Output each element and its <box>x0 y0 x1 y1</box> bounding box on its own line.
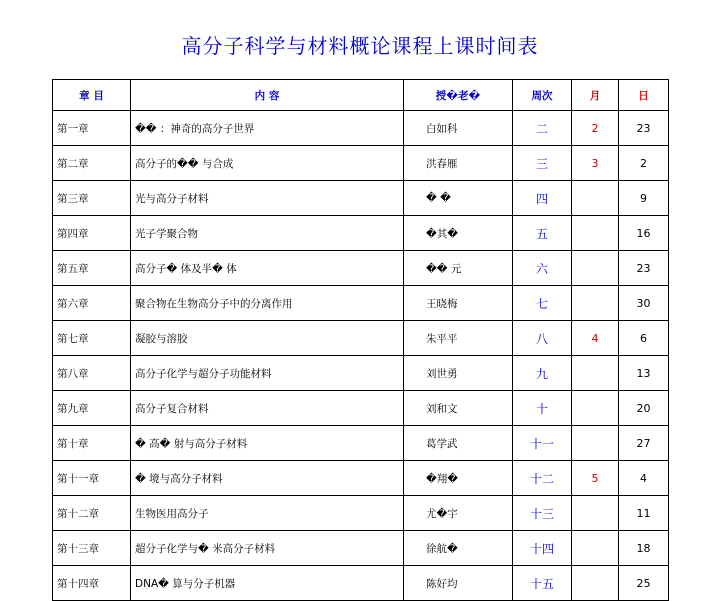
cell-day: 23 <box>619 111 669 146</box>
header-row <box>53 80 669 111</box>
schedule-table <box>52 79 669 601</box>
cell-chapter: 第十一章 <box>53 461 131 496</box>
cell-day: 25 <box>619 566 669 601</box>
cell-day: 2 <box>619 146 669 181</box>
cell-content: � 高� 射与高分子材料 <box>131 426 404 461</box>
cell-chapter: 第六章 <box>53 286 131 321</box>
cell-teacher: 葛学武 <box>404 426 513 461</box>
table-row <box>53 216 669 251</box>
cell-day: 18 <box>619 531 669 566</box>
cell-chapter: 第一章 <box>53 111 131 146</box>
cell-month <box>572 216 619 251</box>
cell-content: 凝胶与溶胶 <box>131 321 404 356</box>
cell-day: 30 <box>619 286 669 321</box>
cell-chapter: 第七章 <box>53 321 131 356</box>
cell-month: 4 <box>572 321 619 356</box>
cell-teacher: 陈好均 <box>404 566 513 601</box>
cell-teacher: 白如科 <box>404 111 513 146</box>
cell-week: 五 <box>513 216 572 251</box>
cell-week: 六 <box>513 251 572 286</box>
cell-teacher: �翔� <box>404 461 513 496</box>
cell-content: � 境与高分子材料 <box>131 461 404 496</box>
cell-month: 3 <box>572 146 619 181</box>
cell-day: 27 <box>619 426 669 461</box>
cell-chapter: 第五章 <box>53 251 131 286</box>
cell-chapter: 第八章 <box>53 356 131 391</box>
cell-day: 6 <box>619 321 669 356</box>
cell-content: 高分子化学与超分子功能材料 <box>131 356 404 391</box>
cell-month <box>572 566 619 601</box>
cell-content: 高分子的�� 与合成 <box>131 146 404 181</box>
cell-teacher: 刘世勇 <box>404 356 513 391</box>
table-row <box>53 321 669 356</box>
cell-chapter: 第十四章 <box>53 566 131 601</box>
cell-month: 2 <box>572 111 619 146</box>
cell-week: 十四 <box>513 531 572 566</box>
cell-week: 四 <box>513 181 572 216</box>
cell-teacher: 尤�宇 <box>404 496 513 531</box>
cell-day: 11 <box>619 496 669 531</box>
table-row <box>53 251 669 286</box>
cell-content: 光子学聚合物 <box>131 216 404 251</box>
cell-teacher: �其� <box>404 216 513 251</box>
header-day: 日 <box>619 80 669 111</box>
cell-content: 光与高分子材料 <box>131 181 404 216</box>
cell-content: 生物医用高分子 <box>131 496 404 531</box>
table-row <box>53 461 669 496</box>
cell-content: 高分子� 体及半� 体 <box>131 251 404 286</box>
cell-week: 二 <box>513 111 572 146</box>
table-row <box>53 566 669 601</box>
cell-teacher: 王晓梅 <box>404 286 513 321</box>
cell-week: 七 <box>513 286 572 321</box>
table-row <box>53 426 669 461</box>
header-teacher: 授�老� <box>404 80 513 111</box>
table-row <box>53 531 669 566</box>
table-row <box>53 111 669 146</box>
cell-month <box>572 496 619 531</box>
cell-day: 4 <box>619 461 669 496</box>
cell-week: 十一 <box>513 426 572 461</box>
cell-chapter: 第三章 <box>53 181 131 216</box>
cell-day: 20 <box>619 391 669 426</box>
cell-teacher: 洪春雁 <box>404 146 513 181</box>
cell-month <box>572 391 619 426</box>
table-row <box>53 146 669 181</box>
cell-day: 23 <box>619 251 669 286</box>
cell-chapter: 第十章 <box>53 426 131 461</box>
cell-day: 13 <box>619 356 669 391</box>
cell-teacher: �� 元 <box>404 251 513 286</box>
cell-chapter: 第十二章 <box>53 496 131 531</box>
table-row <box>53 496 669 531</box>
cell-month: 5 <box>572 461 619 496</box>
cell-week: 十二 <box>513 461 572 496</box>
cell-content: �� ：神奇的高分子世界 <box>131 111 404 146</box>
table-row <box>53 356 669 391</box>
table-row <box>53 391 669 426</box>
cell-chapter: 第十三章 <box>53 531 131 566</box>
cell-content: 超分子化学与� 米高分子材料 <box>131 531 404 566</box>
cell-chapter: 第二章 <box>53 146 131 181</box>
header-chapter: 章 目 <box>53 80 131 111</box>
cell-month <box>572 356 619 391</box>
page-title: 高分子科学与材料概论课程上课时间表 <box>181 34 539 58</box>
cell-chapter: 第九章 <box>53 391 131 426</box>
cell-month <box>572 181 619 216</box>
cell-week: 三 <box>513 146 572 181</box>
cell-month <box>572 531 619 566</box>
table-row <box>53 286 669 321</box>
cell-teacher: 刘和文 <box>404 391 513 426</box>
header-week: 周次 <box>513 80 572 111</box>
cell-day: 9 <box>619 181 669 216</box>
cell-month <box>572 286 619 321</box>
cell-chapter: 第四章 <box>53 216 131 251</box>
cell-month <box>572 251 619 286</box>
cell-week: 十五 <box>513 566 572 601</box>
cell-content: 聚合物在生物高分子中的分离作用 <box>131 286 404 321</box>
cell-content: DNA� 算与分子机器 <box>131 566 404 601</box>
header-content: 内 容 <box>131 80 404 111</box>
cell-teacher: 朱平平 <box>404 321 513 356</box>
header-month: 月 <box>572 80 619 111</box>
cell-week: 十三 <box>513 496 572 531</box>
cell-day: 16 <box>619 216 669 251</box>
cell-content: 高分子复合材料 <box>131 391 404 426</box>
cell-teacher: � � <box>404 181 513 216</box>
cell-week: 八 <box>513 321 572 356</box>
cell-week: 九 <box>513 356 572 391</box>
cell-teacher: 徐航� <box>404 531 513 566</box>
cell-week: 十 <box>513 391 572 426</box>
cell-month <box>572 426 619 461</box>
table-row <box>53 181 669 216</box>
